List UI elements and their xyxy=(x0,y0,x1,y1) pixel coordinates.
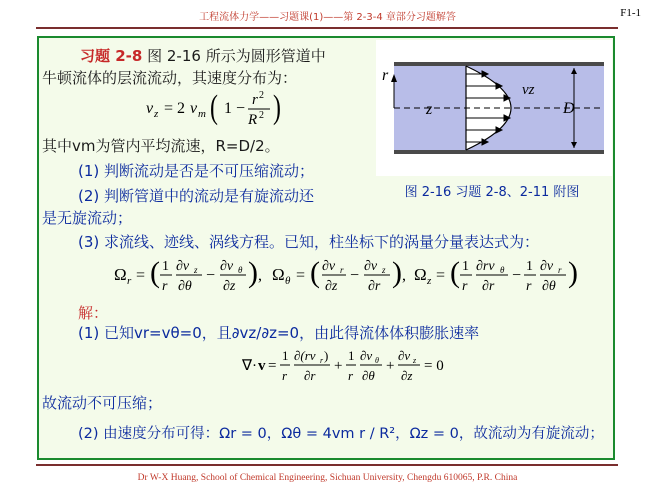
svg-text:−: − xyxy=(206,267,216,284)
svg-text:=: = xyxy=(268,358,277,374)
svg-text:θ: θ xyxy=(500,265,505,275)
svg-text:(: ( xyxy=(150,256,160,289)
figure-label-z: z xyxy=(426,101,433,118)
svg-text:(: ( xyxy=(310,256,320,289)
problem-label: 习题 2-8 xyxy=(80,47,143,65)
velocity-formula xyxy=(140,88,310,130)
page-header: 工程流体力学——习题课(1)——第 2-3-4 章部分习题解答 xyxy=(199,12,456,23)
svg-text:∂v: ∂v xyxy=(322,259,336,274)
svg-text:=: = xyxy=(436,267,446,284)
svg-text:Ω: Ω xyxy=(414,265,427,284)
svg-text:r: r xyxy=(462,279,468,294)
svg-text:): ) xyxy=(324,348,329,363)
page-footer: Dr W-X Huang, School of Chemical Engineering, Sichuan University, Chengdu 610065, P.R. China xyxy=(137,473,518,483)
svg-text:R: R xyxy=(248,112,258,128)
svg-text:∂rv: ∂rv xyxy=(476,259,495,274)
svg-text:∂(rv: ∂(rv xyxy=(294,348,316,363)
svg-text:∂v: ∂v xyxy=(364,259,378,274)
svg-text:∂v: ∂v xyxy=(540,259,554,274)
svg-text:v: v xyxy=(258,358,266,374)
footer-rule xyxy=(36,464,618,466)
svg-text:1: 1 xyxy=(348,348,355,363)
svg-text:z: z xyxy=(194,265,198,275)
svg-text:∂v: ∂v xyxy=(220,259,234,274)
svg-text:∂θ: ∂θ xyxy=(362,368,375,383)
pipe-wall-top xyxy=(394,62,604,66)
question-3: (3) 求流线、迹线、涡线方程。已知，柱坐标下的涡量分量表达式为： xyxy=(78,233,540,251)
svg-text:): ) xyxy=(273,89,281,127)
svg-text:r: r xyxy=(282,368,288,383)
svg-text:r: r xyxy=(320,356,324,365)
svg-text:r: r xyxy=(127,275,132,287)
svg-text:= 0: = 0 xyxy=(424,358,444,374)
svg-text:θ: θ xyxy=(375,356,379,365)
svg-text:θ: θ xyxy=(238,265,243,275)
header-rule xyxy=(36,27,618,29)
svg-text:r: r xyxy=(162,279,168,294)
svg-text:∂r: ∂r xyxy=(482,279,495,294)
svg-text:θ: θ xyxy=(285,275,291,287)
problem-line1-text: 图 2-16 所示为圆形管道中 xyxy=(147,47,326,65)
solution-step-1: (1) 已知vr=vθ=0，且∂vz/∂z=0，由此得流体体积膨胀速率 xyxy=(78,324,480,342)
pipe-flow-figure xyxy=(376,40,612,176)
svg-text:1: 1 xyxy=(282,348,289,363)
svg-text:−: − xyxy=(350,267,360,284)
figure-label-vz: vz xyxy=(522,82,535,98)
problem-statement-line1 xyxy=(80,45,326,66)
velocity-formula-render xyxy=(140,88,310,130)
svg-text:1: 1 xyxy=(526,259,533,274)
vorticity-formula-render xyxy=(110,252,580,300)
pipe-wall-bottom xyxy=(394,150,604,154)
svg-text:): ) xyxy=(568,256,578,289)
svg-text:+: + xyxy=(334,358,343,374)
divergence-formula xyxy=(240,344,444,386)
svg-text:z: z xyxy=(413,356,417,365)
question-1: (1) 判断流动是否是不可压缩流动； xyxy=(78,162,315,180)
svg-text:Ω: Ω xyxy=(114,265,127,284)
svg-text:=: = xyxy=(296,267,306,284)
svg-text:= 2: = 2 xyxy=(164,100,186,117)
svg-text:Ω: Ω xyxy=(272,265,285,284)
svg-text:∂θ: ∂θ xyxy=(178,279,192,294)
svg-text:r: r xyxy=(340,265,344,275)
svg-text:∂θ: ∂θ xyxy=(542,279,556,294)
svg-text:∂z: ∂z xyxy=(401,368,413,383)
question-2: (2) 判断管道中的流动是有旋流动还 xyxy=(78,187,315,205)
svg-text:1 −: 1 − xyxy=(224,100,246,117)
svg-text:∂z: ∂z xyxy=(223,279,236,294)
pipe-flow-diagram xyxy=(376,40,612,176)
figure-caption: 图 2-16 习题 2-8、2-11 附图 xyxy=(404,185,580,200)
divergence-formula-render xyxy=(240,344,444,386)
svg-text:∂z: ∂z xyxy=(325,279,338,294)
svg-text:∂v: ∂v xyxy=(398,348,411,363)
solution-step-2: (2) 由速度分布可得：Ωr = 0，Ωθ = 4vm r / R²，Ωz = 0，故流动为有旋流动； xyxy=(78,426,604,442)
vorticity-formula xyxy=(110,252,580,300)
svg-text:∂r: ∂r xyxy=(304,368,316,383)
figure-label-r: r xyxy=(382,67,389,84)
svg-text:z: z xyxy=(154,108,159,120)
svg-text:(: ( xyxy=(210,89,218,127)
svg-text:,: , xyxy=(258,267,262,284)
conclusion-1: 故流动不可压缩； xyxy=(42,394,163,412)
svg-text:=: = xyxy=(136,267,146,284)
question-2-cont: 是无旋流动； xyxy=(42,209,133,227)
svg-text:): ) xyxy=(248,256,258,289)
svg-text:m: m xyxy=(198,108,206,120)
mean-velocity-note: 其中vm为管内平均流速，R=D/2。 xyxy=(42,137,280,155)
svg-text:1: 1 xyxy=(462,259,469,274)
svg-text:v: v xyxy=(146,100,154,117)
svg-text:∂r: ∂r xyxy=(368,279,381,294)
page-number: F1-1 xyxy=(620,7,641,19)
svg-text:r: r xyxy=(526,279,532,294)
svg-text:r: r xyxy=(348,368,354,383)
svg-text:2: 2 xyxy=(259,110,264,121)
svg-text:∂v: ∂v xyxy=(176,259,190,274)
svg-text:+: + xyxy=(386,358,395,374)
svg-text:−: − xyxy=(512,267,522,284)
svg-text:r: r xyxy=(252,92,258,108)
svg-text:1: 1 xyxy=(162,259,169,274)
svg-text:,: , xyxy=(402,267,406,284)
svg-text:∂v: ∂v xyxy=(360,348,373,363)
svg-text:(: ( xyxy=(450,256,460,289)
svg-text:v: v xyxy=(190,100,198,117)
svg-text:∇·: ∇· xyxy=(242,358,258,374)
svg-text:z: z xyxy=(382,265,386,275)
svg-text:2: 2 xyxy=(259,90,264,101)
problem-statement-line2: 牛顿流体的层流流动，其速度分布为： xyxy=(42,69,298,87)
svg-text:r: r xyxy=(558,265,562,275)
solution-label: 解： xyxy=(78,304,109,322)
svg-text:): ) xyxy=(392,256,402,289)
svg-text:z: z xyxy=(427,275,432,287)
figure-label-D: D xyxy=(563,100,575,117)
